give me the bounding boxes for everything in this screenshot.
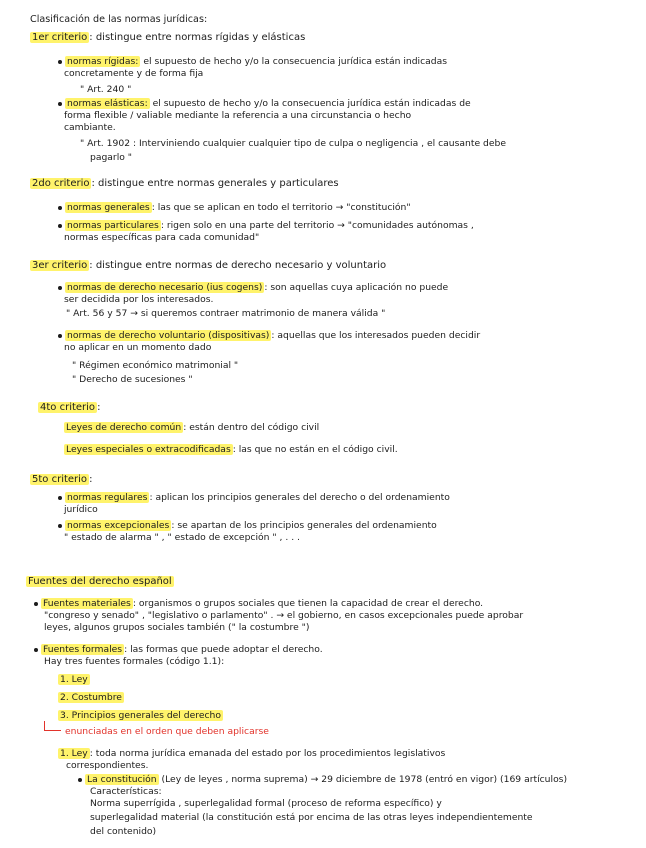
fuentes-materiales-text-2: "congreso y senado" , "legislativo o parlamento" . → el gobierno, en casos excepcionales puede aprobar xyxy=(44,610,524,621)
fuentes-materiales-text-3: leyes, algunos grupos sociales también (" la costumbre ") xyxy=(44,622,310,633)
normas-rigidas-item: normas rígidas: el supuesto de hecho y/o la consecuencia jurídica están indicadas xyxy=(58,56,447,68)
ley-item: 1. Ley : toda norma jurídica emanada del estado por los procedimientos legislativos xyxy=(60,748,446,759)
caracteristicas-text-1: Norma superrígida , superlegalidad formal (proceso de reforma específico) y xyxy=(90,798,442,809)
derecho-voluntario-example-1: " Régimen económico matrimonial " xyxy=(72,360,239,371)
derecho-voluntario-item: normas de derecho voluntario (dispositivas) : aquellas que los interesados pueden decidir xyxy=(58,330,480,342)
bullet-icon xyxy=(34,602,38,606)
bullet-icon xyxy=(34,648,38,652)
criterio-1-heading: 1er criterio : distingue entre normas rígidas y elásticas xyxy=(32,32,306,43)
normas-regulares-text-2: jurídico xyxy=(64,504,98,515)
derecho-voluntario-example-2: " Derecho de sucesiones " xyxy=(72,374,193,385)
fuente-formal-3: 3. Principios generales del derecho xyxy=(60,710,221,721)
normas-elasticas-text-3: cambiante. xyxy=(64,122,116,133)
normas-elasticas-example-1: " Art. 1902 : Interviniendo cualquier cualquier tipo de culpa o negligencia , el causante debe xyxy=(80,138,506,149)
caracteristicas-text-2: superlegalidad material (la constitución está por encima de las otras leyes independientemente xyxy=(90,812,533,823)
red-arrow-icon xyxy=(44,721,61,731)
criterio-5-label: 5to criterio xyxy=(32,474,88,485)
criterio-1-label: 1er criterio xyxy=(32,32,88,43)
normas-elasticas-item: normas elásticas: el supuesto de hecho y/o la consecuencia jurídica están indicadas de xyxy=(58,98,471,110)
criterio-5-heading: 5to criterio : xyxy=(32,474,93,485)
bullet-icon xyxy=(78,778,82,782)
fuente-formal-1: 1. Ley xyxy=(60,674,88,685)
normas-particulares-item: normas particulares : rigen solo en una parte del territorio → "comunidades autónomas , xyxy=(58,220,474,232)
orden-aplicacion-note: enunciadas en el orden que deben aplicarse xyxy=(44,724,269,738)
bullet-icon xyxy=(58,496,62,500)
page-title: Clasificación de las normas jurídicas: xyxy=(30,14,208,25)
fuente-formal-2: 2. Costumbre xyxy=(60,692,122,703)
ley-text-2: correspondientes. xyxy=(66,760,149,771)
normas-excepcionales-item: normas excepcionales : se apartan de los principios generales del ordenamiento xyxy=(58,520,437,532)
derecho-voluntario-text-2: no aplicar en un momento dado xyxy=(64,342,212,353)
leyes-especiales-item: Leyes especiales o extracodificadas : las que no están en el código civil. xyxy=(66,444,398,455)
fuentes-materiales-item: Fuentes materiales : organismos o grupos sociales que tienen la capacidad de crear el derecho. xyxy=(34,598,483,610)
normas-particulares-text-2: normas específicas para cada comunidad" xyxy=(64,232,260,243)
fuentes-heading xyxy=(26,576,174,589)
normas-generales-item: normas generales : las que se aplican en todo el territorio → "constitución" xyxy=(58,202,411,214)
normas-rigidas-example: " Art. 240 " xyxy=(80,84,132,95)
criterio-2-label: 2do criterio xyxy=(32,178,90,189)
constitucion-item: La constitución (Ley de leyes , norma suprema) → 29 diciembre de 1978 (entró en vigor) (169 artículos) xyxy=(78,774,567,786)
criterio-4-heading: 4to criterio : xyxy=(40,402,101,413)
bullet-icon xyxy=(58,334,62,338)
bullet-icon xyxy=(58,224,62,228)
derecho-comun-item: Leyes de derecho común : están dentro del código civil xyxy=(66,422,320,433)
normas-elasticas-text-2: forma flexible / valiable mediante la referencia a una circunstancia o hecho xyxy=(64,110,412,121)
fuentes-formales-text-2: Hay tres fuentes formales (código 1.1): xyxy=(44,656,225,667)
criterio-2-heading: 2do criterio : distingue entre normas generales y particulares xyxy=(32,178,339,189)
fuentes-formales-item: Fuentes formales : las formas que puede adoptar el derecho. xyxy=(34,644,323,656)
bullet-icon xyxy=(58,206,62,210)
derecho-necesario-item: normas de derecho necesario (ius cogens) : son aquellas cuya aplicación no puede xyxy=(58,282,448,294)
bullet-icon xyxy=(58,102,62,106)
caracteristicas-title: Características: xyxy=(90,786,162,797)
derecho-necesario-text-2: ser decidida por los interesados. xyxy=(64,294,214,305)
derecho-necesario-example: " Art. 56 y 57 → si queremos contraer matrimonio de manera válida " xyxy=(66,308,386,319)
normas-excepcionales-text-2: " estado de alarma " , " estado de excepción " , . . . xyxy=(64,532,300,543)
criterio-3-heading: 3er criterio : distingue entre normas de derecho necesario y voluntario xyxy=(32,260,387,271)
caracteristicas-text-3: del contenido) xyxy=(90,826,157,837)
fuentes-title: Fuentes del derecho español xyxy=(28,576,172,587)
normas-elasticas-example-2: pagarlo " xyxy=(90,152,133,163)
criterio-4-label: 4to criterio xyxy=(40,402,96,413)
criterio-3-label: 3er criterio xyxy=(32,260,88,271)
normas-rigidas-text-2: concretamente y de forma fija xyxy=(64,68,204,79)
normas-regulares-item: normas regulares : aplican los principios generales del derecho o del ordenamiento xyxy=(58,492,450,504)
bullet-icon xyxy=(58,524,62,528)
bullet-icon xyxy=(58,60,62,64)
bullet-icon xyxy=(58,286,62,290)
